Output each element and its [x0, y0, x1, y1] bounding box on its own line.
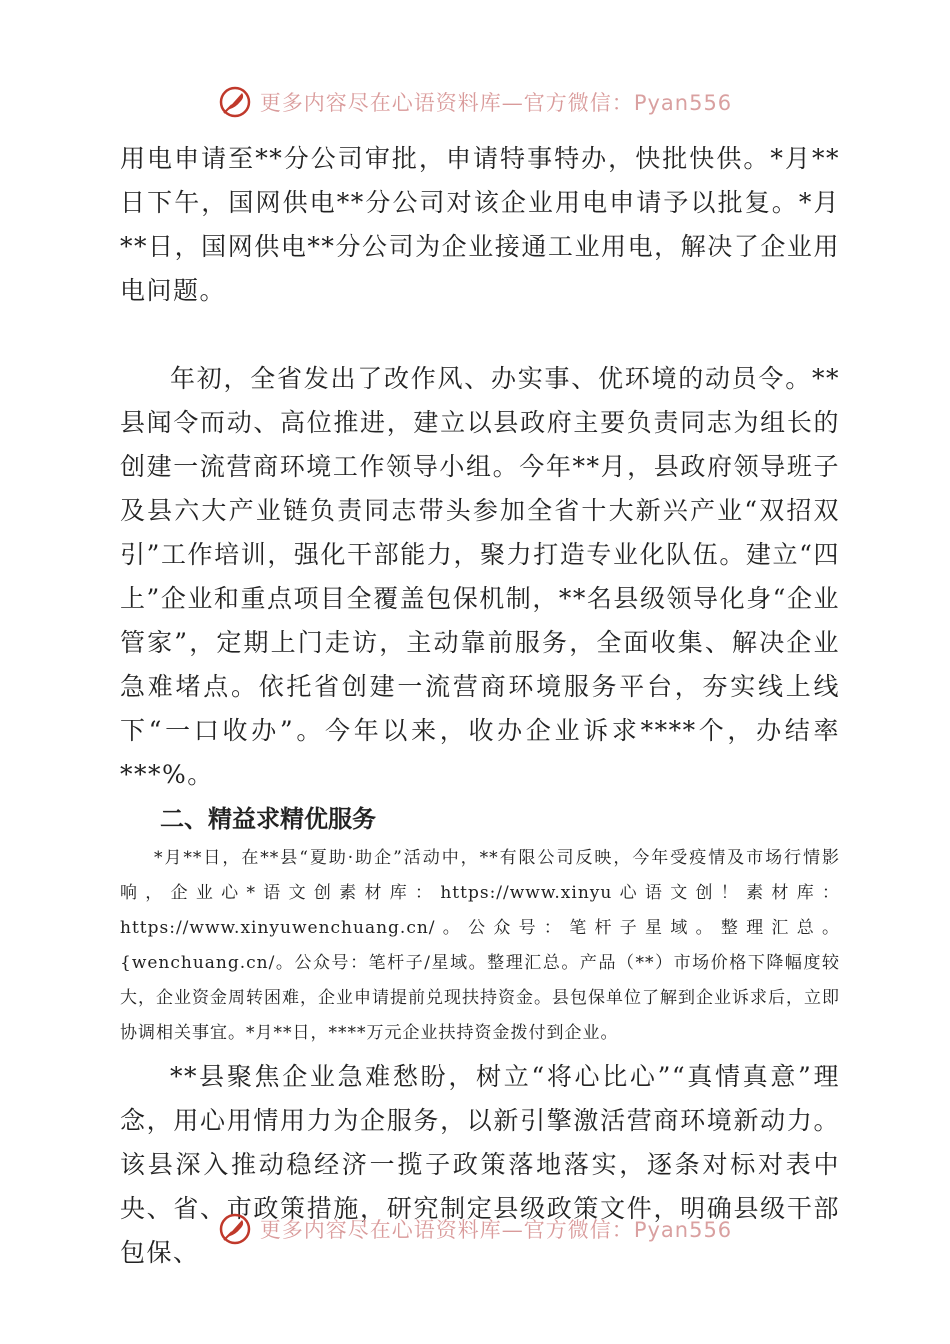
feather-quill-logo-icon [218, 1212, 252, 1246]
section-heading: 二、精益求精优服务 [160, 805, 376, 833]
paragraph-2: 年初，全省发出了改作风、办实事、优环境的动员令。**县闻令而动、高位推进，建立以县政府主要负责同志为组长的创建一流营商环境工作领导小组。今年**月，县政府领导班子及县六大产业链负责同志带头参加全省十大新兴产业“双招双引”工作培训，强化干部能力，聚力打造专业化队伍。建立“四上”企业和重点项目全覆盖包保机制，**名县级领导化身“企业管家”，定期上门走访，主动靠前服务，全面收集、解决企业急难堵点。依托省创建一流营商环境服务平台，夯实线上线下“一口收办”。今年以来，收办企业诉求****个，办结率***%。 [120, 364, 840, 789]
paragraph-3: *月**日，在**县“夏助·助企”活动中，**有限公司反映，今年受疫情及市场行情影响，企业心*语文创素材库：https://www.xinyu心语文创！素材库：https://www.xinyuwenchuang.cn/。公众号：笔杆子星域。整理汇总。{wenchuang.cn/。公众号：笔杆子/星域。整理汇总。产品（**）市场价格下降幅度较大，企业资金周转困难，企业申请提前兑现扶持资金。县包保单位了解到企业诉求后，立即协调相关事宜。*月**日，****万元企业扶持资金拨付到企业。 [120, 848, 840, 1043]
feather-quill-logo-icon [218, 85, 252, 119]
paragraph-4: **县聚焦企业急难愁盼，树立“将心比心”“真情真意”理念，用心用情用力为企服务，以新引擎激活营商环境新动力。该县深入推动稳经济一揽子政策落地落实，逐条对标对表中央、省、市政策措施，研究制定县级政策文件，明确县级干部包保、 [120, 1062, 840, 1267]
watermark-handle: Pyan556 [633, 91, 733, 115]
paragraph-1: 用电申请至**分公司审批，申请特事特办，快批快供。*月**日下午，国网供电**分公司对该企业用电申请予以批复。*月**日，国网供电**分公司为企业接通工业用电，解决了企业用电问题。 [120, 144, 840, 305]
footer-watermark [0, 1209, 950, 1249]
watermark-handle: Pyan556 [633, 1218, 733, 1242]
document-body [120, 137, 840, 1275]
watermark-text: 更多内容尽在心语资料库—官方微信： [259, 1218, 634, 1242]
watermark-text: 更多内容尽在心语资料库—官方微信： [259, 91, 634, 115]
header-watermark [0, 82, 950, 122]
